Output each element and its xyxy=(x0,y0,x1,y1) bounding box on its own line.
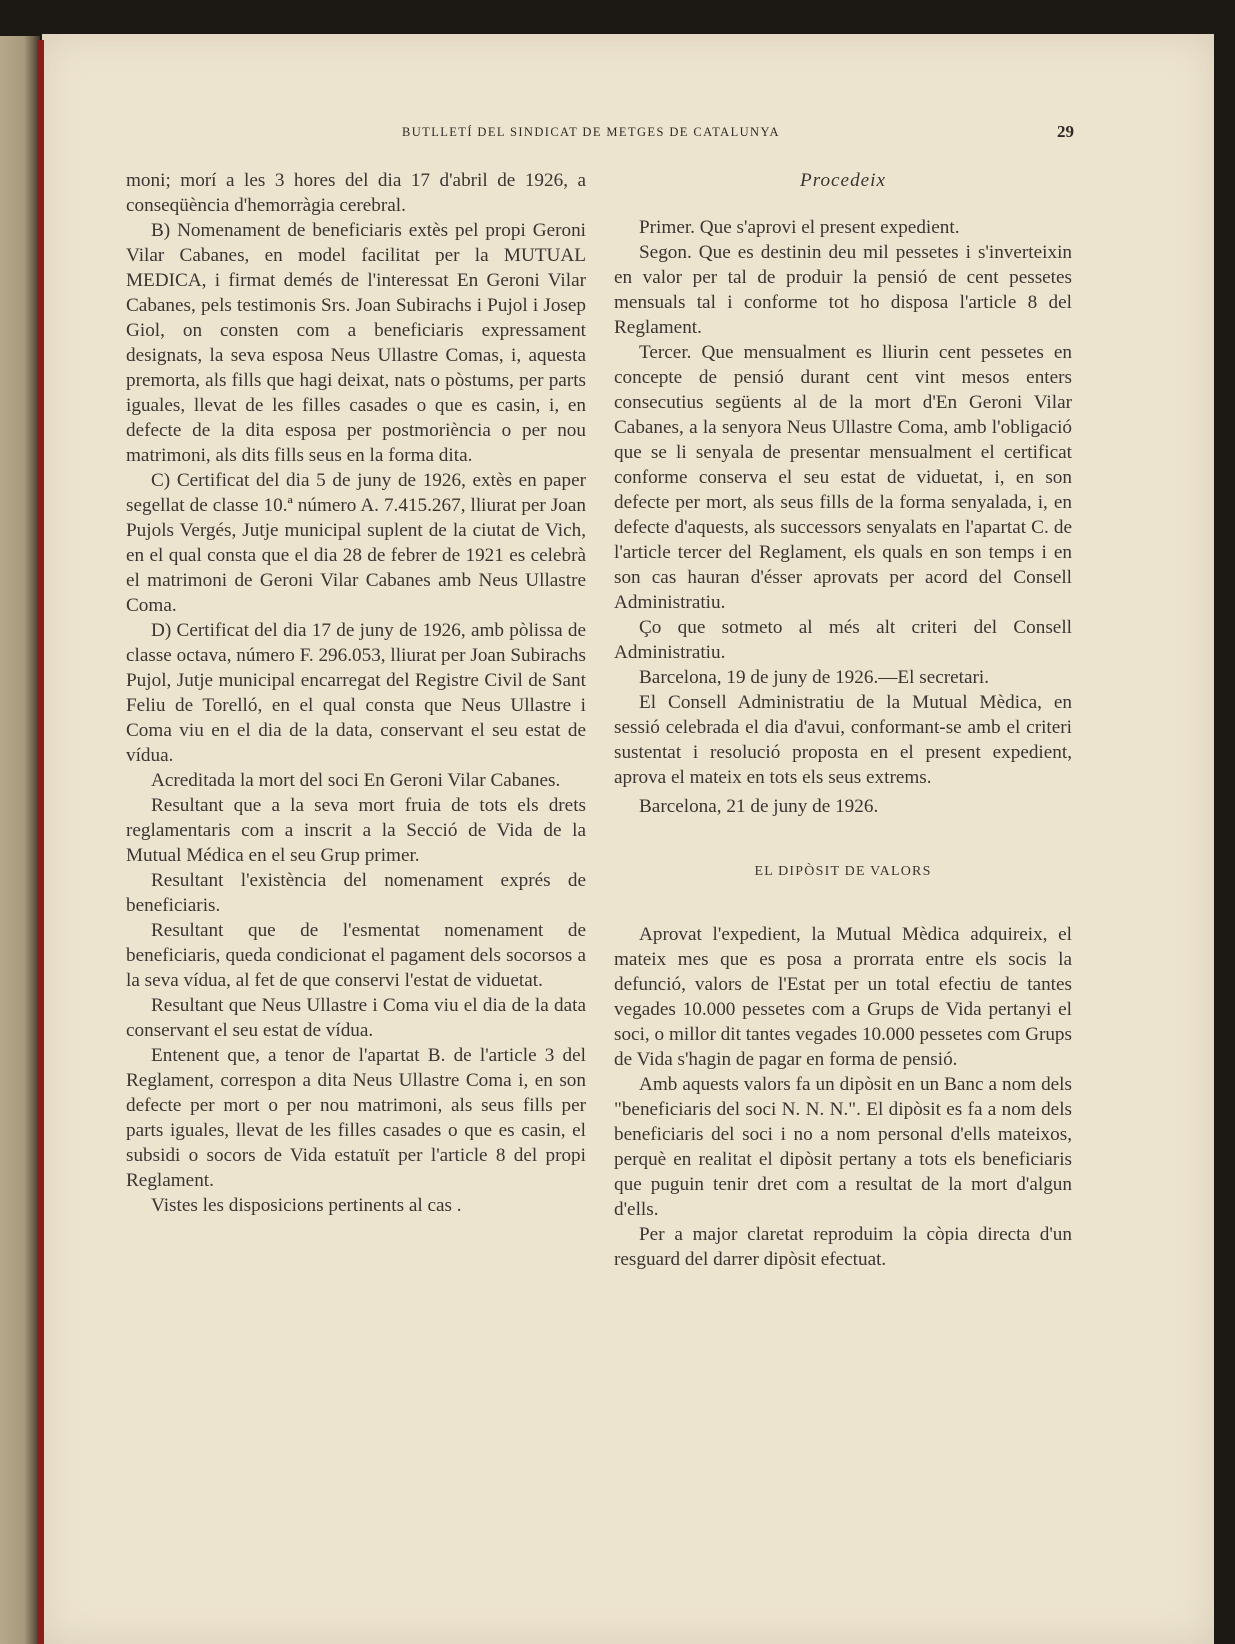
paragraph: Barcelona, 21 de juny de 1926. xyxy=(639,796,879,817)
paragraph: Resultant que a la seva mort fruia de tots els drets reglamentaris com a inscrit a la Secció de Vida de la Mutual Médica en el seu Grup primer. xyxy=(126,795,586,866)
paragraph: D) Certificat del dia 17 de juny de 1926, amb pòlissa de classe octava, número F. 296.053, lliurat per Joan Subirachs Pujol, Jutje municipal encarregat del Registre Civil de Sant Feliu de Torelló, en el qual consta que Neus Ullastre i Coma viu en el dia de la data, conservant el seu estat de vídua. xyxy=(126,620,586,766)
paragraph: Ço que sotmeto al més alt criteri del Consell Administratiu. xyxy=(614,617,1072,663)
paragraph: Amb aquests valors fa un dipòsit en un Banc a nom dels "beneficiaris del soci N. N. N.". El dipòsit es fa a nom dels beneficiaris del soci i no a nom personal d'ells mateixos, perquè en realitat el dipòsit pertany a tots els beneficiaris que puguin tenir dret com a resultat de la mort d'algun d'ells. xyxy=(614,1074,1072,1220)
right-column xyxy=(614,168,1072,1272)
paragraph: Tercer. Que mensualment es lliurin cent pessetes en concepte de pensió durant cent vint mesos enters consecutius següents al de la mort d'En Geroni Vilar Cabanes, a la senyora Neus Ullastre Coma, amb l'obligació que se li senyala de presentar mensualment el certificat conforme conserva el seu estat de viduetat, i, en son defecte per mort, als seus fills de la forma senyalada, i, en defecte d'aquests, als successors senyalats en l'apartat C. de l'article tercer del Reglament, els quals en son temps i en son cas hauran d'ésser aprovats per acord del Consell Administratiu. xyxy=(614,342,1072,613)
paragraph: Primer. Que s'aprovi el present expedient. xyxy=(639,217,960,238)
paragraph: Resultant l'existència del nomenament exprés de beneficiaris. xyxy=(126,870,586,916)
procedeix-heading: Procedeix xyxy=(799,170,887,191)
paragraph: Resultant que de l'esmentat nomenament de beneficiaris, queda condicionat el pagament dels socorsos a la seva vídua, al fet de que conservi l'estat de viduetat. xyxy=(126,920,586,991)
running-header xyxy=(0,122,1235,144)
paragraph: B) Nomenament de beneficiaris extès pel propi Geroni Vilar Cabanes, en model facilitat per la MUTUAL MEDICA, i firmat demés de l'interessat En Geroni Vilar Cabanes, pels testimonis Srs. Joan Subirachs i Pujol i Josep Giol, on consten com a beneficiaris expressament designats, la seva esposa Neus Ullastre Comas, i, aquesta premorta, als fills que hagi deixat, nats o pòstums, per parts iguales, llevat de les filles casades o que es casin, i, en defecte de la dita esposa per postmoriència o per nou matrimoni, als dits fills seus en la forma dita. xyxy=(126,220,586,466)
left-column xyxy=(126,168,586,1218)
binding-edge xyxy=(38,40,44,1644)
paragraph: El Consell Administratiu de la Mutual Mèdica, en sessió celebrada el dia d'avui, conformant-se amb el criteri sustentat i resolució proposta en el present expedient, aprova el mateix en tots els seus extrems. xyxy=(614,692,1072,788)
journal-title: BUTLLETÍ DEL SINDICAT DE METGES DE CATALUNYA xyxy=(402,125,780,139)
paragraph: Per a major claretat reproduim la còpia directa d'un resguard del darrer dipòsit efectuat. xyxy=(614,1224,1072,1270)
paragraph: Vistes les disposicions pertinents al cas . xyxy=(151,1195,462,1216)
paragraph: Acreditada la mort del soci En Geroni Vilar Cabanes. xyxy=(151,770,561,791)
paragraph: Aprovat l'expedient, la Mutual Mèdica adquireix, el mateix mes que es posa a prorrata entre els socis la defunció, valors de l'Estat per un total efectiu de tantes vegades 10.000 pessetes com a Grups de Vida pertanyi el soci, o millor dit tantes vegades 10.000 pessetes com Grups de Vida s'hagin de pagar en forma de pensió. xyxy=(614,924,1072,1070)
paragraph: Barcelona, 19 de juny de 1926.—El secretari. xyxy=(639,667,990,688)
paragraph: Entenent que, a tenor de l'apartat B. de l'article 3 del Reglament, correspon a dita Neus Ullastre Coma i, en son defecte per mort o per nou matrimoni, als seus fills per parts iguales, llevat de les filles casades o que es casin, el subsidi o socors de Vida estatuït per l'article 8 del propi Reglament. xyxy=(126,1045,586,1191)
paragraph: Resultant que Neus Ullastre i Coma viu el dia de la data conservant el seu estat de vídua. xyxy=(126,995,586,1041)
paragraph: C) Certificat del dia 5 de juny de 1926, extès en paper segellat de classe 10.ª número A. 7.415.267, lliurat per Joan Pujols Vergés, Jutje municipal suplent de la ciutat de Vich, en el qual consta que el dia 28 de febrer de 1921 es celebrà el matrimoni de Geroni Vilar Cabanes amb Neus Ullastre Coma. xyxy=(126,470,586,616)
previous-page-edge xyxy=(0,36,40,1644)
paragraph: moni; morí a les 3 hores del dia 17 d'abril de 1926, a conseqüència d'hemorràgia cerebral. xyxy=(126,170,586,216)
page-number: 29 xyxy=(1057,122,1074,141)
paragraph: Segon. Que es destinin deu mil pessetes i s'inverteixin en valor per tal de produir la pensió de cent pessetes mensuals tal i conforme tot ho disposa l'article 8 del Reglament. xyxy=(614,242,1072,338)
section-heading: EL DIPÒSIT DE VALORS xyxy=(754,864,932,879)
